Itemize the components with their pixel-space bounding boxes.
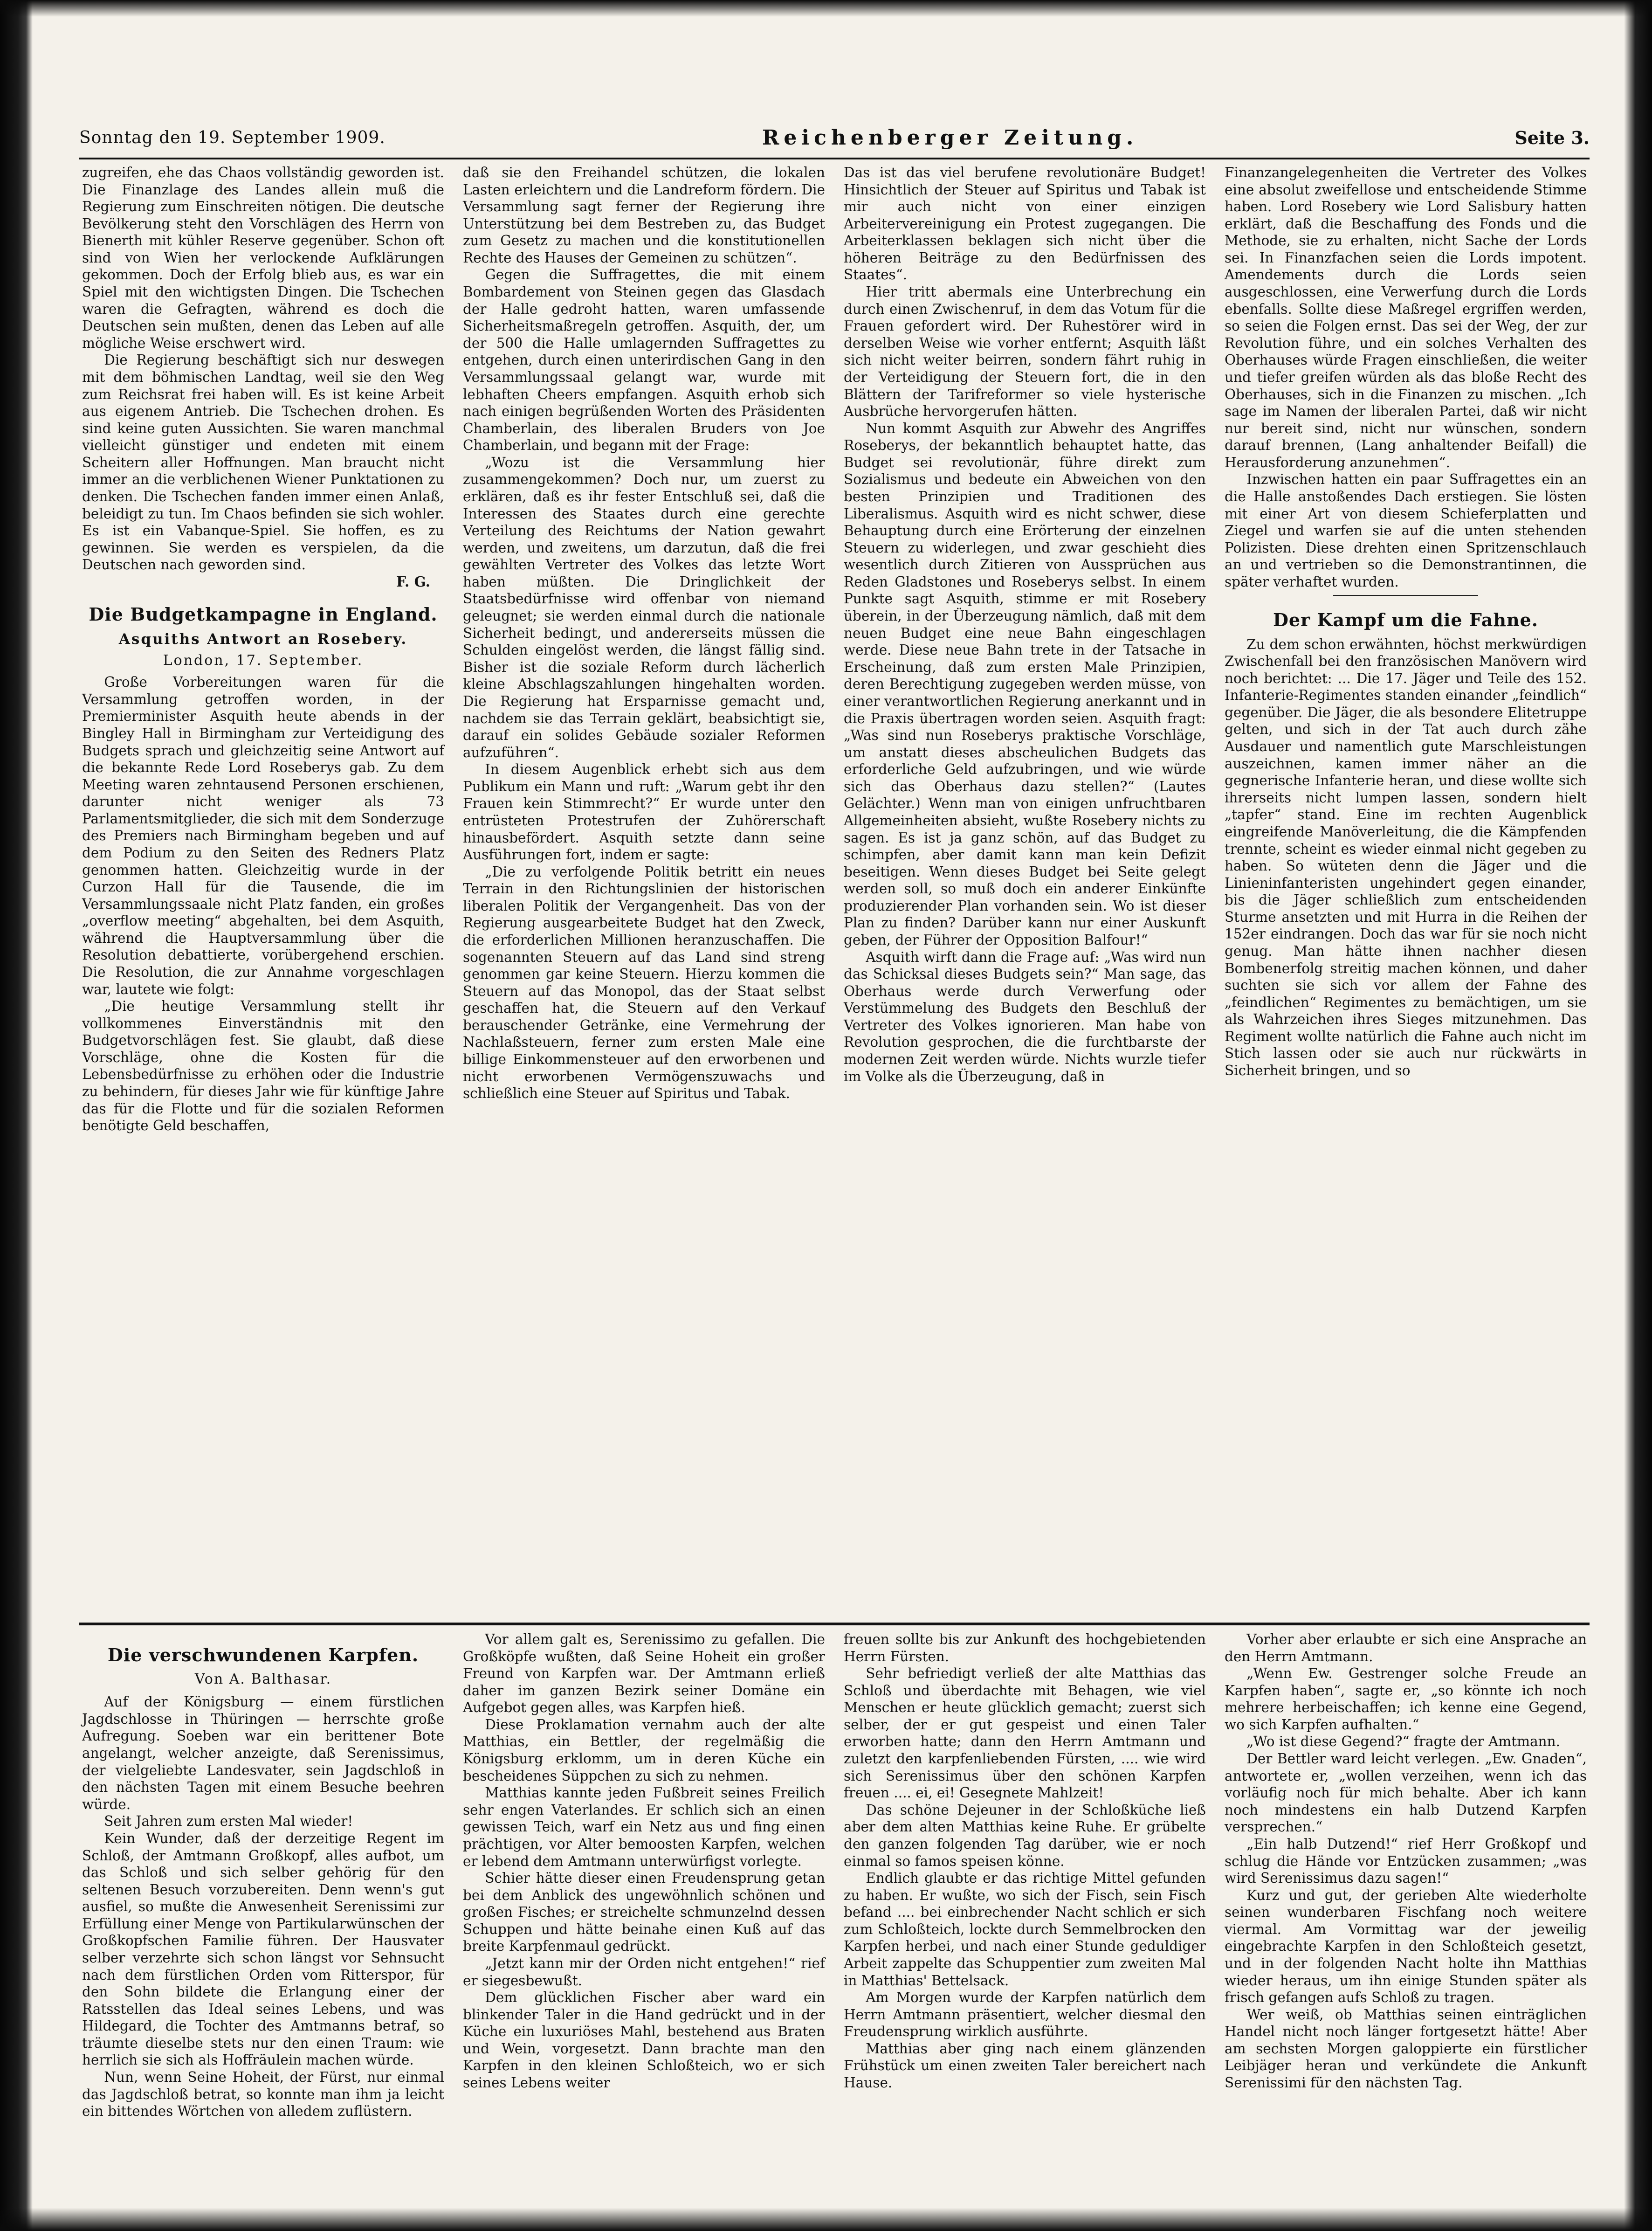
column-4 [1222, 164, 1590, 1617]
paragraph: Vorher aber erlaubte er sich eine Ansprache an den Herrn Amtmann. [1225, 1631, 1587, 1665]
paragraph: Asquith wirft dann die Frage auf: „Was wird nun das Schicksal dieses Budgets sein?“ Man sage, das Oberhaus werde durch Verwerfung oder Verstümmelung des Budgets den Beschluß der Vertreter des Volkes ignorieren. Man habe von Revolution gesprochen, die die furchtbarste der modernen Zeit werden würde. Nichts wurzle tiefer im Volke als die Überzeugung, daß in [844, 949, 1206, 1084]
story-column-3 [841, 1631, 1209, 2181]
paragraph: Inzwischen hatten ein paar Suffragettes ein an die Halle anstoßendes Dach erstiegen. Sie lösten mit einer Art von diesem Schieferplatten und Ziegel und warfen sie auf die unten stehenden Polizisten. Diese drehten einen Spritzenschlauch an und vertrieben so die Demonstrantinnen, die später verhaftet wurden. [1225, 471, 1587, 590]
paragraph: „Wozu ist die Versammlung hier zusammengekommen? Doch nur, um zuerst zu erklären, daß es ihr fester Entschluß sei, daß die Interessen des Staates durch eine gerechte Verteilung des Reichtums der Nation gewahrt werden, und zweitens, um darzutun, daß die frei gewählten Vertreter des Volkes das letzte Wort haben müßten. Die Dringlichkeit der Staatsbedürfnisse wird offenbar von niemand geleugnet; sie werden einmal durch die nationale Sicherheit bedingt, und andererseits müssen die Schulden eingelöst werden, die längst fällig sind. Bisher ist die soziale Reform durch lächerlich kleine Abschlagszahlungen hingehalten worden. Die Regierung hat Ersparnisse gemacht und, nachdem sie das Terrain geklärt, beabsichtigt sie, darauf ein solides Gebäude sozialer Reformen aufzuführen“. [463, 454, 825, 760]
paragraph: Kein Wunder, daß der derzeitige Regent im Schloß, der Amtmann Großkopf, alles aufbot, um das Schloß und sich selber gehörig für den seltenen Besuch vorzubereiten. Denn wenn's gut ausfiel, so mußte die Anwesenheit Serenissimi zur Erfüllung einer Menge von Partikularwünschen der Großkopfschen Familie führen. Der Hausvater selber verzehrte sich schon längst vor Sehnsucht nach dem fürstlichen Orden vom Ritterspor, für den Sohn bildete die Erlangung einer der Ratsstellen das Ideal seines Lebens, und was Hildegard, die Tochter des Amtmanns betraf, so träumte dieselbe stets nur den einen Traum: wie herrlich sie sich als Hoffräulein machen würde. [82, 1830, 444, 2068]
story-column-4 [1222, 1631, 1590, 2181]
section-rule [1333, 595, 1478, 596]
paragraph: Hier tritt abermals eine Unterbrechung ein durch einen Zwischenruf, in dem das Votum für die Frauen gefordert wird. Der Ruhestörer wird in derselben Weise wie vorher entfernt; Asquith läßt sich nicht weiter beirren, sondern fährt ruhig in der Verteidigung der Steuern fort, die in den Blättern der Tarifreformer so viele hysterische Ausbrüche hervorgerufen hätten. [844, 284, 1206, 420]
paragraph: Endlich glaubte er das richtige Mittel gefunden zu haben. Er wußte, wo sich der Fisch, sein Fisch befand .... bei einbrechender Nacht schlich er sich zum Schloßteich, lockte durch Semmelbrocken den Karpfen herbei, und nach einer Stunde geduldiger Arbeit zappelte das Schuppentier zum zweiten Mal in Matthias' Bettelsack. [844, 1870, 1206, 1989]
paragraph: Der Bettler ward leicht verlegen. „Ew. Gnaden“, antwortete er, „wollen verzeihen, wenn ich das vorläufig noch für mich behalte. Aber ich kann noch mindestens ein halb Dutzend Karpfen versprechen.“ [1225, 1751, 1587, 1835]
paragraph: Vor allem galt es, Serenissimo zu gefallen. Die Großköpfe wußten, daß Seine Hoheit ein großer Freund von Karpfen war. Der Amtmann erließ daher im ganzen Bezirk seiner Domäne ein Aufgebot gegen alles, was Karpfen hieß. [463, 1631, 825, 1716]
page-number: Seite 3. [1514, 127, 1590, 148]
paragraph: Kurz und gut, der gerieben Alte wiederholte seinen wunderbaren Fischfang noch weitere viermal. Am Vormittag war der jeweilig eingebrachte Karpfen in den Schloßteich gesetzt, und in der folgenden Nacht holte ihn Matthias wieder heraus, um ihn einige Stunden später als frisch gefangen aufs Schloß zu tragen. [1225, 1887, 1587, 2006]
paragraph: Finanzangelegenheiten die Vertreter des Volkes eine absolut zweifellose und entscheidende Stimme haben. Lord Rosebery wie Lord Salisbury hatten erklärt, daß die Beschaffung des Fonds und die Methode, sie zu erhalten, nicht Sache der Lords sei. In Finanzfachen seien die Lords impotent. Amendements durch die Lords seien ausgeschlossen, eine Verwerfung durch die Lords ebenfalls. Sollte diese Maßregel ergriffen werden, so seien die Folgen ernst. Das sei der Weg, der zur Revolution führe, und ein solches Verhalten des Oberhauses würde Fragen einschließen, die weiter und tiefer greifen würden als das bloße Recht des Oberhauses, sich in die Finanzen zu mischen. „Ich sage im Namen der liberalen Partei, daß wir nicht nur bereit sind, nicht nur wünschen, sondern darauf brennen, (Lang anhaltender Beifall) die Herausforderung anzunehmen“. [1225, 165, 1587, 470]
paragraph: Die Regierung beschäftigt sich nur deswegen mit dem böhmischen Landtag, weil sie den Weg zum Reichsrat frei haben will. Es ist keine Arbeit aus eigenem Antrieb. Die Tschechen drohen. Es sind keine guten Aussichten. Sie waren manchmal vielleicht günstiger und endeten mit einem Scheitern aller Hoffnungen. Man braucht nicht immer an die verblichenen Wiener Punktationen zu denken. Die Tschechen fanden immer einen Anlaß, beleidigt zu tun. Im Chaos befinden sie sich wohler. Es ist ein Vabanque-Spiel. Sie hoffen, es zu gewinnen. Sie werden es verspielen, da die Deutschen nach geworden sind. [82, 352, 444, 573]
column-3 [841, 164, 1209, 1617]
paragraph: Große Vorbereitungen waren für die Versammlung getroffen worden, in der Premierminister Asquith heute abends in der Bingley Hall in Birmingham zur Verteidigung des Budgets sprach und gleichzeitig seine Antwort auf die bekannte Rede Lord Roseberys gab. Zu dem Meeting waren zehntausend Personen erschienen, darunter nicht weniger als 73 Parlamentsmitglieder, die sich mit dem Sonderzuge des Premiers nach Birmingham begeben und auf dem Podium zu den Seiten des Redners Platz genommen hatten. Gleichzeitig wurde in der Curzon Hall für die Tausende, die im Versammlungssaale nicht Platz fanden, ein großes „overflow meeting“ abgehalten, bei dem Asquith, während die Hauptversammlung über die Resolution debattierte, vorübergehend erschien. Die Resolution, die zur Annahme vorgeschlagen war, lautete wie folgt: [82, 674, 444, 997]
article-headline: Die Budgetkampagne in England. [89, 604, 438, 625]
paragraph: Wer weiß, ob Matthias seinen einträglichen Handel nicht noch länger fortgesetzt hätte! Aber am sechsten Morgen galoppierte ein fürstlicher Leibjäger heran und verkündete die Ankunft Serenissimi für den nächsten Tag. [1225, 2006, 1587, 2091]
paragraph: „Ein halb Dutzend!“ rief Herr Großkopf und schlug die Hände vor Entzücken zusammen; „was wird Serenissimus dazu sagen!“ [1225, 1836, 1587, 1886]
feuilleton-rule [79, 1623, 1590, 1625]
story-column-2 [460, 1631, 828, 2181]
feuilleton-section [79, 1631, 1590, 2181]
column-2 [460, 164, 828, 1617]
scan-border-top [0, 0, 1652, 17]
paragraph: Matthias aber ging nach einem glänzenden Frühstück um einen zweiten Taler bereichert nach Hause. [844, 2040, 1206, 2091]
paragraph: „Die heutige Versammlung stellt ihr vollkommenes Einverständnis mit den Budgetvorschlägen fest. Sie glaubt, daß diese Vorschläge, ohne die Kosten für die Lebensbedürfnisse zu erhöhen oder die Industrie zu behindern, für dieses Jahr wie für künftige Jahre das für die Flotte und für die sozialen Reformen benötigte Geld beschaffen, [82, 998, 444, 1134]
scan-border-left [0, 0, 33, 2231]
story-title: Die verschwundenen Karpfen. [107, 1644, 419, 1665]
masthead: Reichenberger Zeitung. [762, 125, 1138, 150]
scan-border-bottom [0, 2208, 1652, 2231]
story-column-1 [79, 1631, 447, 2181]
paragraph: Seit Jahren zum ersten Mal wieder! [104, 1813, 353, 1830]
paragraph: Schier hätte dieser einen Freudensprung getan bei dem Anblick des ungewöhnlich schönen und großen Fisches; er streichelte schmunzelnd dessen Schuppen und hätte beinahe einen Kuß auf das breite Karpfenmaul gedrückt. [463, 1870, 825, 1955]
paragraph: Zu dem schon erwähnten, höchst merkwürdigen Zwischenfall bei den französischen Manövern wird noch berichtet: ... Die 17. Jäger und Teile des 152. Infanterie-Regimentes standen einander „feindlich“ gegenüber. Die Jäger, die als besondere Elitetruppe gelten, und sich in der Tat auch durch zähe Ausdauer und namentlich gute Marschleistungen auszeichnen, kamen immer näher an die gegnerische Infanterie heran, und diese wollte sich ihrerseits nicht lumpen lassen, sondern hielt „tapfer“ stand. Eine im rechten Augenblick eingreifende Manöverleitung, die die Kämpfenden trennte, scheint es wieder einmal nicht gegeben zu haben. So wüteten denn die Jäger und die Linieninfanteristen ungehindert gegen einander, bis die Jäger schließlich zum entscheidenden Sturme ansetzten und mit Hurra in die Reihen der 152er eindrangen. Doch das war für sie noch nicht genug. Man hätte ihnen nachher diesen Bombenerfolg streitig machen können, und daher suchten sie sich vor allem der Fahne des „feindlichen“ Regimentes zu bemächtigen, um sie als Wahrzeichen ihres Sieges mitzunehmen. Das Regiment wollte natürlich die Fahne auch nicht im Stich lassen oder sie auch nur rückwärts in Sicherheit bringen, und so [1225, 636, 1587, 1079]
page-header [79, 121, 1590, 154]
paragraph: „Wenn Ew. Gestrenger solche Freude an Karpfen haben“, sagte er, „so könnte ich noch mehrere herbeischaffen; ich kenne eine Gegend, wo sich Karpfen aufhalten.“ [1225, 1665, 1587, 1733]
paragraph: Nun kommt Asquith zur Abwehr des Angriffes Roseberys, der bekanntlich behauptet hatte, das Budget sei revolutionär, führe direkt zum Sozialismus und bedeute ein Abweichen von den besten Prinzipien und Traditionen des Liberalismus. Asquith wird es nicht schwer, diese Behauptung durch eine Erörterung der einzelnen Steuern zu widerlegen, und zwar geschieht dies wesentlich durch Zitieren von Aussprüchen aus Reden Gladstones und Roseberys selbst. In einem Punkte sagt Asquith, stimme er mit Rosebery überein, in der Überzeugung nämlich, daß mit dem neuen Budget eine neue Bahn eingeschlagen werde. Diese neue Bahn trete in der Tatsache in Erscheinung, daß zum ersten Male Prinzipien, deren Berechtigung zugegeben werden müsse, von einer verantwortlichen Regierung anerkannt und in die Praxis übertragen worden seien. Asquith fragt: „Was sind nun Roseberys praktische Vorschläge, um anstatt dieses abscheulichen Budgets das erforderliche Geld aufzubringen, und wie würde sich das Oberhaus dazu stellen?“ (Lautes Gelächter.) Wenn man von einigen unfruchtbaren Allgemeinheiten absieht, wußte Rosebery nichts zu sagen. Es ist ja ganz schön, auf das Budget zu schimpfen, aber damit kann man kein Defizit beseitigen. Wenn dieses Budget bei Seite gelegt werden soll, so muß doch ein anderer Einkünfte produzierender Plan vorhanden sein. Wo ist dieser Plan zu finden? Darüber kann nur einer Auskunft geben, der Führer der Opposition Balfour!“ [844, 420, 1206, 948]
article-headline: Der Kampf um die Fahne. [1273, 609, 1539, 631]
newspaper-page [79, 121, 1590, 2187]
scan-border-right [1624, 0, 1652, 2231]
header-rule [79, 158, 1590, 159]
article-subheadline: Asquiths Antwort an Rosebery. [118, 630, 408, 648]
paragraph: In diesem Augenblick erhebt sich aus dem Publikum ein Mann und ruft: „Warum gebt ihr den Frauen kein Stimmrecht?“ Er wurde unter den entrüsteten Protestrufen der Zuhörerschaft hinausbefördert. Asquith setzte dann seine Ausführungen fort, indem er sagte: [463, 761, 825, 863]
issue-date: Sonntag den 19. September 1909. [79, 128, 385, 147]
author-signature: F. G. [396, 573, 430, 590]
paragraph: Nun, wenn Seine Hoheit, der Fürst, nur einmal das Jagdschloß betrat, so konnte man ihm ja leicht ein bittendes Wörtchen von alledem zuflüstern. [82, 2069, 444, 2120]
paragraph: Dem glücklichen Fischer aber ward ein blinkender Taler in die Hand gedrückt und in der Küche ein luxuriöses Mahl, bestehend aus Braten und Wein, vorgesetzt. Dann brachte man den Karpfen in den kleinen Schloßteich, wo er sich seines Lebens weiter [463, 1989, 825, 2091]
paragraph: zugreifen, ehe das Chaos vollständig geworden ist. Die Finanzlage des Landes allein muß die Regierung zum Einschreiten nötigen. Die deutsche Bevölkerung steht den Vorschlägen des Herrn von Bienerth mit kühler Reserve gegenüber. Schon oft sind von Wien her verlockende Aufklärungen gekommen. Doch der Erfolg blieb aus, es war ein Spiel mit den wichtigsten Dingen. Die Tschechen waren die Gefragten, während es doch die Deutschen sein mußten, denen das Leben auf alle mögliche Weise erschwert wird. [82, 165, 444, 351]
paragraph: „Jetzt kann mir der Orden nicht entgehen!“ rief er siegesbewußt. [463, 1955, 825, 1989]
column-1 [79, 164, 447, 1617]
story-byline: Von A. Balthasar. [194, 1671, 332, 1688]
paragraph: freuen sollte bis zur Ankunft des hochgebietenden Herrn Fürsten. [844, 1631, 1206, 1665]
paragraph: Das schöne Dejeuner in der Schloßküche ließ aber dem alten Matthias keine Ruhe. Er grübelte den ganzen folgenden Tag darüber, wie er noch einmal so famos speisen könne. [844, 1802, 1206, 1869]
paragraph: Das ist das viel berufene revolutionäre Budget! Hinsichtlich der Steuer auf Spiritus und Tabak ist mir auch nicht von einer einzigen Arbeitervereinigung ein Protest zugegangen. Die Arbeiterklassen beklagen sich nicht über die höheren Beiträge zu den Bedürfnissen des Staates“. [844, 165, 1206, 283]
paragraph: Auf der Königsburg — einem fürstlichen Jagdschlosse in Thüringen — herrschte große Aufregung. Soeben war ein berittener Bote angelangt, welcher anzeigte, daß Serenissimus, der vielgeliebte Landesvater, sein Jagdschloß in den nächsten Tagen mit einem Besuche beehren würde. [82, 1694, 444, 1812]
paragraph: Am Morgen wurde der Karpfen natürlich dem Herrn Amtmann präsentiert, welcher diesmal den Freudensprung wirklich ausführte. [844, 1989, 1206, 2040]
paragraph: Sehr befriedigt verließ der alte Matthias das Schloß und überdachte mit Behagen, wie viel Menschen er heute glücklich gemacht; zuerst sich selber, der er gut gespeist und einen Taler erworben hatte; dann den Herrn Amtmann und zuletzt den karpfenliebenden Fürsten, .... wie wird sich Serenissimus über den schönen Karpfen freuen .... ei, ei! Gesegnete Mahlzeit! [844, 1665, 1206, 1801]
paragraph: Diese Proklamation vernahm auch der alte Matthias, ein Bettler, der regelmäßig die Königsburg erklomm, um in deren Küche ein bescheidenes Süppchen zu sich zu nehmen. [463, 1716, 825, 1784]
paragraph: daß sie den Freihandel schützen, die lokalen Lasten erleichtern und die Landreform fördern. Die Versammlung sagt ferner der Regierung ihre Unterstützung bei dem Bestreben zu, das Budget zum Gesetz zu machen und die konstitutionellen Rechte des Hauses der Gemeinen zu schützen“. [463, 165, 825, 266]
paragraph: Gegen die Suffragettes, die mit einem Bombardement von Steinen gegen das Glasdach der Halle gedroht hatten, waren umfassende Sicherheitsmaßregeln getroffen. Asquith, der, um der 500 die Halle umlagernden Suffragettes zu entgehen, durch einen unterirdischen Gang in den Versammlungssaal gelangt war, wurde mit lebhaften Cheers empfangen. Asquith erhob sich nach einigen begrüßenden Worten des Präsidenten Chamberlain, des liberalen Bruders von Joe Chamberlain, und begann mit der Frage: [463, 267, 825, 454]
paragraph: „Wo ist diese Gegend?“ fragte der Amtmann. [1246, 1734, 1561, 1750]
paragraph: Matthias kannte jeden Fußbreit seines Freilich sehr engen Vaterlandes. Er schlich sich an einen gewissen Teich, warf ein Netz aus und fing einen prächtigen, vor Alter bemoosten Karpfen, welchen er lebend dem Amtmann unterwürfigst vorlegte. [463, 1785, 825, 1869]
dateline: London, 17. September. [163, 652, 364, 669]
upper-section [79, 164, 1590, 1617]
paragraph: „Die zu verfolgende Politik betritt ein neues Terrain in den Richtungslinien der historischen liberalen Politik der Vergangenheit. Das von der Regierung ausgearbeitete Budget hat den Zweck, die erforderlichen Millionen heranzuschaffen. Die sogenannten Steuern auf das Land sind streng genommen gar keine Steuern. Hierzu kommen die Steuern auf das Monopol, das der Staat selbst geschaffen hat, die Steuern auf den Verkauf berauschender Getränke, eine Vermehrung der Nachlaßsteuern, ferner zum ersten Male eine billige Einkommensteuer auf den erworbenen und nicht erworbenen Vermögenszuwachs und schließlich eine Steuer auf Spiritus und Tabak. [463, 863, 825, 1102]
